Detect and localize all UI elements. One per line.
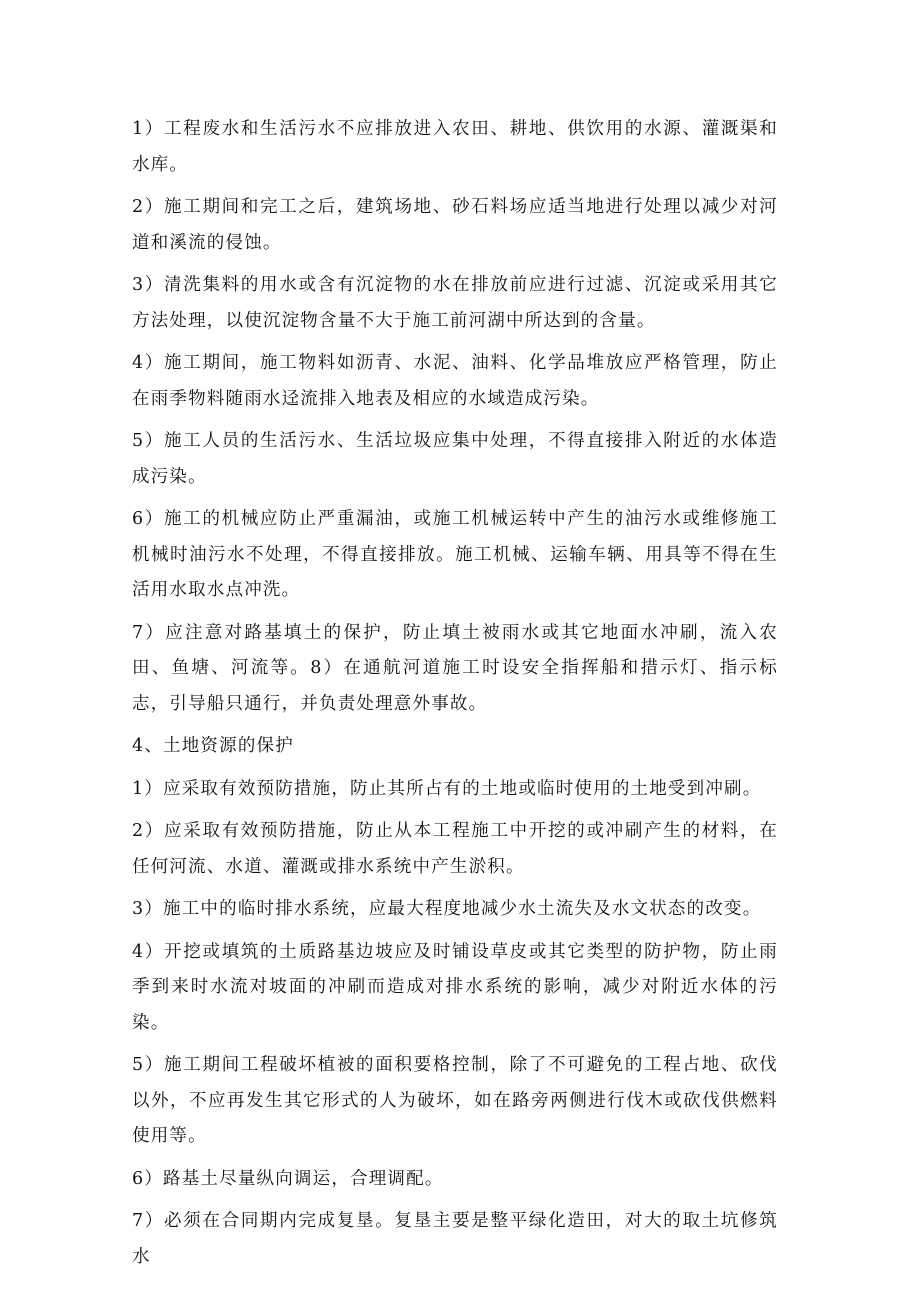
paragraph-land-2: 2）应采取有效预防措施，防止从本工程施工中开挖的或冲刷产生的材料，在任何河流、水道、灌溉或排水系统中产生淤积。 xyxy=(132,821,778,877)
paragraph-water-3: 3）清洗集料的用水或含有沉淀物的水在排放前应进行过滤、沉淀或采用其它方法处理，以使沉淀物含量不大于施工前河湖中所达到的含量。 xyxy=(132,275,778,331)
paragraph-water-4: 4）施工期间，施工物料如沥青、水泥、油料、化学品堆放应严格管理，防止在雨季物料随雨水迳流排入地表及相应的水域造成污染。 xyxy=(132,353,778,409)
section-heading-land: 4、土地资源的保护 xyxy=(132,736,294,756)
paragraph-land-5: 5）施工期间工程破坏植被的面积要格控制，除了不可避免的工程占地、砍伐以外，不应再发生其它形式的人为破坏，如在路旁两侧进行伐木或砍伐供燃料使用等。 xyxy=(132,1055,778,1146)
paragraph-land-3: 3）施工中的临时排水系统，应最大程度地减少水土流失及水文状态的改变。 xyxy=(132,899,762,919)
paragraph-land-6: 6）路基土尽量纵向调运，合理调配。 xyxy=(132,1168,444,1189)
document-body xyxy=(132,112,778,1275)
paragraph-water-5: 5）施工人员的生活污水、生活垃圾应集中处理，不得直接排入附近的水体造成污染。 xyxy=(132,431,778,487)
paragraph-water-7: 7）应注意对路基填土的保护，防止填土被雨水或其它地面水冲刷，流入农田、鱼塘、河流等。8）在通航河道施工时设安全指挥船和措示灯、指示标志，引导船只通行，并负责处理意外事故。 xyxy=(132,622,778,714)
paragraph-land-1: 1）应采取有效预防措施，防止其所占有的土地或临时使用的土地受到冲刷。 xyxy=(132,778,762,799)
paragraph-water-6: 6）施工的机械应防止严重漏油，或施工机械运转中产生的油污水或维修施工机械时油污水不处理，不得直接排放。施工机械、运输车辆、用具等不得在生活用水取水点冲洗。 xyxy=(132,509,778,600)
paragraph-water-2: 2）施工期间和完工之后，建筑场地、砂石料场应适当地进行处理以减少对河道和溪流的侵蚀。 xyxy=(132,197,778,253)
paragraph-land-4: 4）开挖或填筑的土质路基边坡应及时铺设草皮或其它类型的防护物，防止雨季到来时水流对坡面的冲刷而造成对排水系统的影响，减少对附近水体的污染。 xyxy=(132,941,778,1033)
paragraph-land-7: 7）必须在合同期内完成复垦。复垦主要是整平绿化造田，对大的取土坑修筑水 xyxy=(132,1211,778,1267)
paragraph-water-1: 1）工程废水和生活污水不应排放进入农田、耕地、供饮用的水源、灌溉渠和水库。 xyxy=(132,119,778,175)
